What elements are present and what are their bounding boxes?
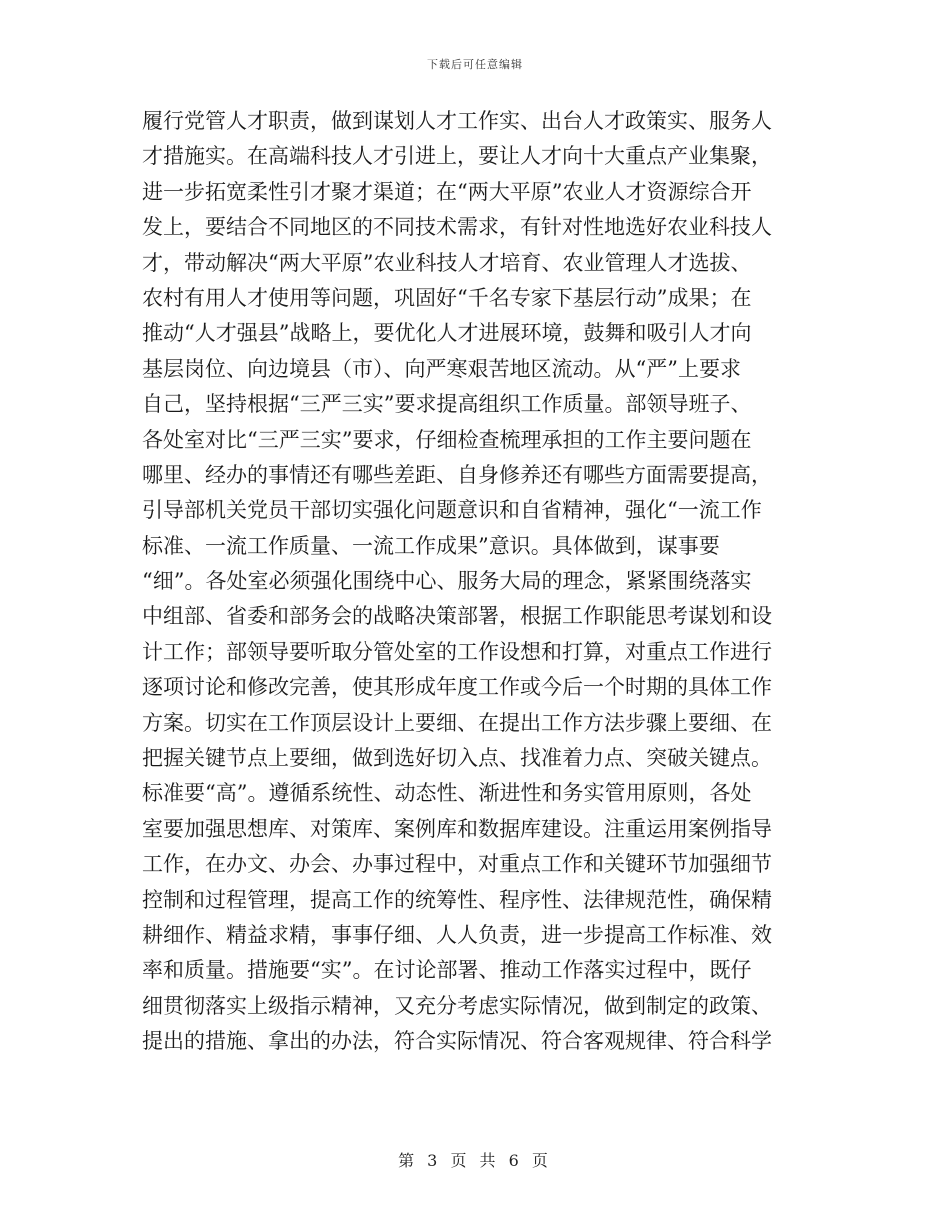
text-line: 才，带动解决“两大平原”农业科技人才培育、农业管理人才选拔、 (142, 250, 752, 275)
text-line: 农村有用人才使用等问题，巩固好“千名专家下基层行动”成果；在 (142, 285, 752, 310)
text-line: 标准要“高”。遵循系统性、动态性、渐进性和务实管用原则，各处 (142, 781, 752, 806)
text-line: 耕细作、精益求精，事事仔细、人人负责，进一步提高工作标准、效 (142, 922, 772, 947)
text-line: 发上，要结合不同地区的不同技术需求，有针对性地选好农业科技人 (142, 215, 772, 240)
text-line: 中组部、省委和部务会的战略决策部署，根据工作职能思考谋划和设 (142, 604, 772, 629)
text-line: 基层岗位、向边境县（市）、向严寒艰苦地区流动。从“严”上要求 (142, 356, 741, 381)
text-line: 计工作；部领导要听取分管处室的工作设想和打算，对重点工作进行 (142, 639, 772, 664)
text-line: 才措施实。在高端科技人才引进上，要让人才向十大重点产业集聚， (142, 144, 772, 169)
text-line: “细”。各处室必须强化围绕中心、服务大局的理念，紧紧围绕落实 (142, 569, 752, 594)
text-line: 各处室对比“三严三实”要求，仔细检查梳理承担的工作主要问题在 (142, 427, 752, 452)
text-line: 履行党管人才职责，做到谋划人才工作实、出台人才政策实、服务人 (142, 109, 772, 133)
text-line: 标准、一流工作质量、一流工作成果”意识。具体做到，谋事要 (142, 533, 720, 558)
text-line: 哪里、经办的事情还有哪些差距、自身修养还有哪些方面需要提高， (142, 462, 772, 487)
text-line: 控制和过程管理，提高工作的统筹性、程序性、法律规范性，确保精 (142, 887, 772, 912)
text-line: 细贯彻落实上级指示精神，又充分考虑实际情况，做到制定的政策、 (142, 993, 772, 1018)
document-body (142, 104, 802, 1060)
text-line: 率和质量。措施要“实”。在讨论部署、推动工作落实过程中，既仔 (142, 958, 752, 983)
text-line: 把握关键节点上要细，做到选好切入点、找准着力点、突破关键点。 (142, 746, 772, 771)
page-number-footer: 第 3 页 共 6 页 (398, 1151, 552, 1170)
text-line: 工作，在办文、办会、办事过程中，对重点工作和关键环节加强细节 (142, 852, 772, 877)
text-line: 方案。切实在工作顶层设计上要细、在提出工作方法步骤上要细、在 (142, 710, 772, 735)
text-line: 室要加强思想库、对策库、案例库和数据库建设。注重运用案例指导 (142, 816, 772, 841)
text-line: 推动“人才强县”战略上，要优化人才进展环境，鼓舞和吸引人才向 (142, 321, 752, 346)
page-header: 下载后可任意编辑 (427, 58, 523, 71)
text-line: 提出的措施、拿出的办法，符合实际情况、符合客观规律、符合科学 (142, 1029, 772, 1054)
text-line: 引导部机关党员干部切实强化问题意识和自省精神，强化“一流工作 (142, 498, 762, 523)
text-line: 自己，坚持根据“三严三实”要求提高组织工作质量。部领导班子、 (142, 392, 752, 417)
text-line: 逐项讨论和修改完善，使其形成年度工作或今后一个时期的具体工作 (142, 675, 772, 700)
text-line: 进一步拓宽柔性引才聚才渠道；在“两大平原”农业人才资源综合开 (142, 179, 752, 204)
